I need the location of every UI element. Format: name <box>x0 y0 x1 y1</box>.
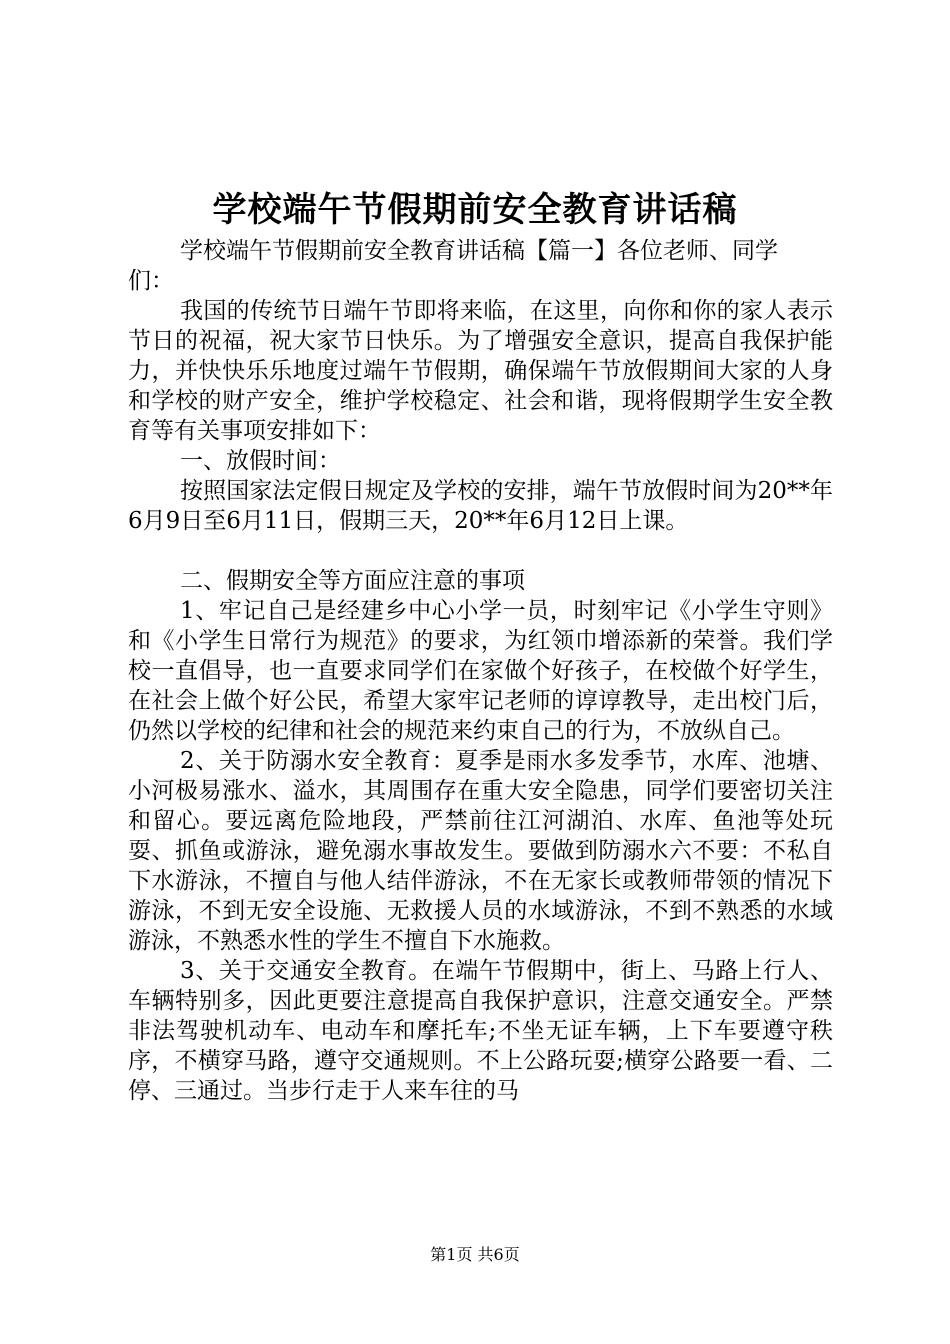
paragraph-item-1: 1、牢记自己是经建乡中心小学一员，时刻牢记《小学生守则》和《小学生日常行为规范》的要求，为红领巾增添新的荣誉。我们学校一直倡导，也一直要求同学们在家做个好孩子，在校做个好学生，在社会上做个好公民，希望大家牢记老师的谆谆教导，走出校门后，仍然以学校的纪律和社会的规范来约束自己的行为，不放纵自己。 <box>128 598 833 744</box>
intro-paragraph: 学校端午节假期前安全教育讲话稿【篇一】各位老师、同学们： <box>128 238 778 294</box>
section-heading-safety-items: 二、假期安全等方面应注意的事项 <box>180 568 525 594</box>
section-heading-holiday-time: 一、放假时间： <box>180 448 341 474</box>
paragraph-item-2: 2、关于防溺水安全教育：夏季是雨水多发季节，水库、池塘、小河极易涨水、溢水，其周围存在重大安全隐患，同学们要密切关注和留心。要远离危险地段，严禁前往江河湖泊、水库、鱼池等处玩耍、抓鱼或游泳，避免溺水事故发生。要做到防溺水六不要：不私自下水游泳，不擅自与他人结伴游泳，不在无家长或教师带领的情况下游泳，不到无安全设施、无救援人员的水域游泳，不到不熟悉的水域游泳，不熟悉水性的学生不擅自下水施救。 <box>128 748 833 954</box>
page-number-footer: 第1页 共6页 <box>430 1245 520 1264</box>
paragraph-item-3: 3、关于交通安全教育。在端午节假期中，街上、马路上行人、车辆特别多，因此更要注意提高自我保护意识，注意交通安全。严禁非法驾驶机动车、电动车和摩托车;不坐无证车辆，上下车要遵守秩序，不横穿马路，遵守交通规则。不上公路玩耍;横穿公路要一看、二停、三通过。当步行走于人来车往的马 <box>128 958 833 1104</box>
paragraph-greeting: 我国的传统节日端午节即将来临，在这里，向你和你的家人表示节日的祝福，祝大家节日快乐。为了增强安全意识，提高自我保护能力，并快快乐乐地度过端午节假期，确保端午节放假期间大家的人身和学校的财产安全，维护学校稳定、社会和谐，现将假期学生安全教育等有关事项安排如下： <box>128 298 833 444</box>
document-title: 学校端午节假期前安全教育讲话稿 <box>212 190 738 230</box>
paragraph-spacer <box>128 536 833 566</box>
paragraph-holiday-schedule: 按照国家法定假日规定及学校的安排，端午节放假时间为20**年6月9日至6月11日，假期三天，20**年6月12日上课。 <box>128 478 833 534</box>
document-body <box>128 236 833 1106</box>
